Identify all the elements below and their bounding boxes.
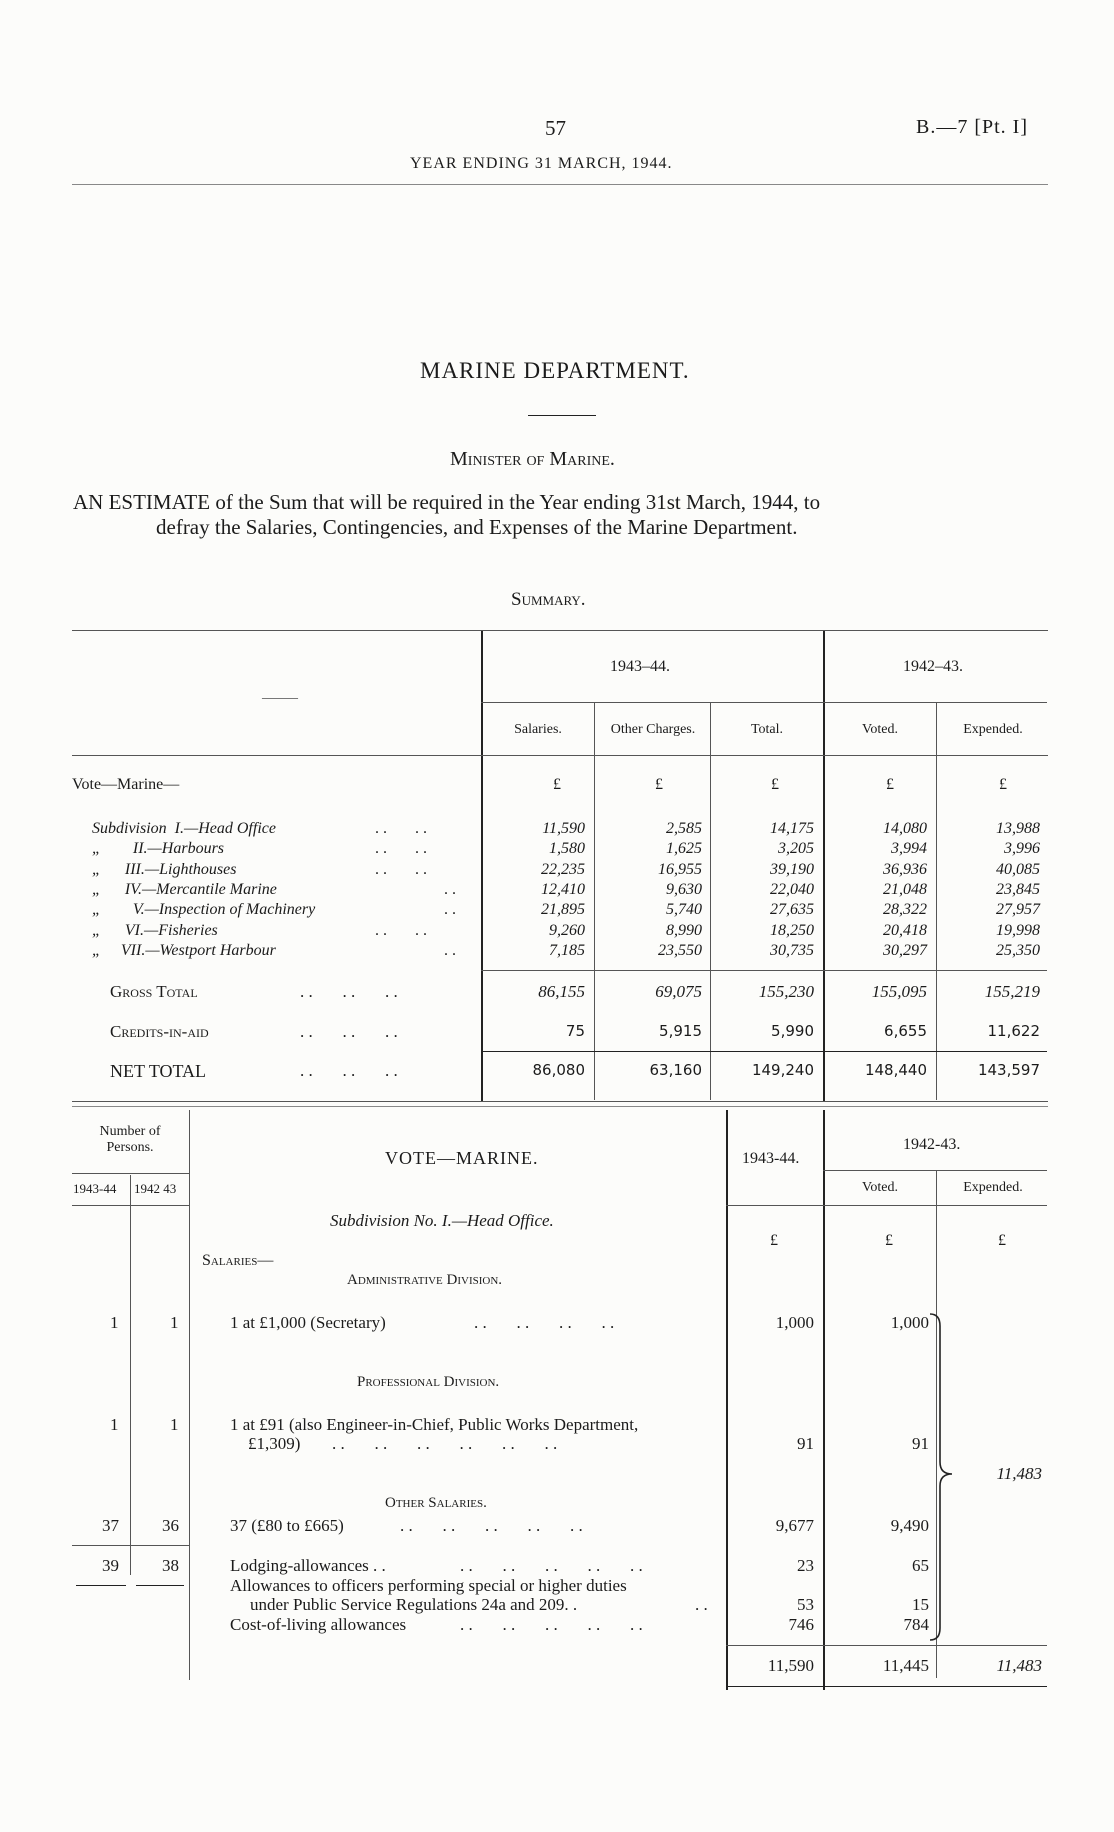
page-number: 57 xyxy=(545,116,566,140)
subdivision-total: 27,635 xyxy=(770,901,814,919)
others-1943-44: 9,677 xyxy=(775,1516,814,1535)
detail-total-voted: 11,445 xyxy=(882,1656,929,1675)
summary-subhead-rule xyxy=(481,702,1047,703)
net-total: 149,240 xyxy=(751,1061,814,1079)
vote-marine-title: VOTE—MARINE. xyxy=(385,1148,539,1168)
subdivision-total: 3,205 xyxy=(778,840,814,858)
subdivision-other: 5,740 xyxy=(666,901,702,919)
subdivision-salaries: 21,895 xyxy=(541,901,585,919)
persons-total-1942: 38 xyxy=(162,1556,179,1575)
gross-top-rule xyxy=(481,970,1047,971)
detail-total-expended: 11,483 xyxy=(996,1656,1042,1675)
lodging-voted: 65 xyxy=(912,1556,929,1575)
summary-head-rule xyxy=(72,755,1048,756)
detail-col-1943-44: 1943-44. xyxy=(742,1150,800,1167)
subdivision-dots: . . xyxy=(444,901,456,919)
secretary-dots: . . . . . . . . xyxy=(474,1313,615,1332)
gross-total-dots: . . . . . . xyxy=(300,982,398,1001)
net-voted: 148,440 xyxy=(864,1061,927,1079)
subdivision-salaries: 7,185 xyxy=(549,941,585,959)
subdivision-voted: 30,297 xyxy=(883,941,927,959)
subdivision-label: „ VI.—Fisheries xyxy=(92,921,218,939)
summary-bottom-rule-2 xyxy=(72,1106,1048,1107)
summary-divider-e xyxy=(936,702,937,1100)
subdivision-expended: 23,845 xyxy=(996,880,1040,898)
pound-sign: £ xyxy=(553,776,561,793)
subdivision-label: „ IV.—Mercantile Marine xyxy=(92,880,277,898)
detail-persons-rule xyxy=(72,1173,189,1174)
estimate-line-1: AN ESTIMATE of the Sum that will be required in the Year ending 31st March, 1944, to xyxy=(73,490,821,514)
subdivision-heading: Subdivision No. I.—Head Office. xyxy=(330,1211,554,1230)
cost-of-living-dots: . . . . . . . . . . xyxy=(460,1615,643,1634)
col-1943-44: 1943–44. xyxy=(610,658,670,675)
secretary-1943-44: 1,000 xyxy=(775,1313,814,1332)
subdivision-other: 1,625 xyxy=(666,840,702,858)
pound-sign: £ xyxy=(998,1232,1006,1249)
gross-total-label: Gross Total xyxy=(110,982,198,1001)
professional-division: Professional Division. xyxy=(357,1374,500,1390)
subdivision-total: 39,190 xyxy=(770,860,814,878)
subdivision-voted: 21,048 xyxy=(883,880,927,898)
special-duties-1943-44: 53 xyxy=(797,1595,814,1614)
engineer-1943-44: 91 xyxy=(797,1434,814,1453)
salaries-label: Salaries— xyxy=(202,1252,274,1269)
pound-sign: £ xyxy=(655,776,663,793)
summary-bottom-rule xyxy=(72,1101,1048,1102)
summary-divider-d xyxy=(710,702,711,1100)
subdivision-voted: 3,994 xyxy=(891,840,927,858)
administrative-division: Administrative Division. xyxy=(347,1272,503,1288)
cost-of-living-text: Cost-of-living allowances xyxy=(230,1615,407,1634)
engineer-dots: . . . . . . . . . . . . xyxy=(332,1434,558,1453)
summary-heading: Summary. xyxy=(511,589,586,610)
credits-voted: 6,655 xyxy=(884,1022,927,1040)
lodging-dots: . . . . . . . . . . xyxy=(460,1556,643,1575)
department-title: MARINE DEPARTMENT. xyxy=(420,358,690,383)
subdivision-expended: 40,085 xyxy=(996,860,1040,878)
minister-heading: Minister of Marine. xyxy=(450,448,615,470)
subdivision-expended: 19,998 xyxy=(996,921,1040,939)
col-1942-43: 1942–43. xyxy=(903,658,963,675)
pound-sign: £ xyxy=(886,776,894,793)
subdivision-total: 30,735 xyxy=(770,941,814,959)
detail-1942-rule xyxy=(823,1170,1047,1171)
subdivision-expended: 13,988 xyxy=(996,820,1040,837)
gross-voted: 155,095 xyxy=(871,982,927,1001)
pound-sign: £ xyxy=(885,1232,893,1249)
other-salaries: Other Salaries. xyxy=(385,1495,487,1511)
detail-col-voted: Voted. xyxy=(862,1180,898,1195)
cost-of-living-1943-44: 746 xyxy=(788,1615,814,1634)
col-other-charges: Other Charges. xyxy=(610,722,696,737)
gross-total: 155,230 xyxy=(758,982,814,1001)
number-of-persons: Number of Persons. xyxy=(99,1124,161,1155)
subdivision-voted: 28,322 xyxy=(883,901,927,919)
net-dots: . . . . . . xyxy=(300,1061,398,1080)
credits-dots: . . . . . . xyxy=(300,1022,398,1041)
subdivision-total: 22,040 xyxy=(770,880,814,898)
subdivision-dots: . . . . xyxy=(375,840,427,858)
summary-blank-dash: ——— xyxy=(262,690,298,704)
subdivision-other: 9,630 xyxy=(666,880,702,898)
subdivision-other: 8,990 xyxy=(666,921,702,939)
detail-persons-split xyxy=(130,1175,131,1575)
special-duties-voted: 15 xyxy=(912,1595,929,1614)
detail-total-rule xyxy=(726,1645,1047,1646)
persons-bottom-rule xyxy=(76,1585,126,1586)
subdivision-salaries: 12,410 xyxy=(541,880,585,898)
pound-sign: £ xyxy=(999,776,1007,793)
credits-salaries: 75 xyxy=(565,1022,585,1040)
others-persons-1942: 36 xyxy=(162,1516,179,1535)
subdivision-dots: . . xyxy=(444,880,456,898)
summary-divider-c xyxy=(594,702,595,1100)
col-expended: Expended. xyxy=(963,722,1023,737)
vote-marine-label: Vote—Marine— xyxy=(72,776,180,793)
year-ending-heading: YEAR ENDING 31 MARCH, 1944. xyxy=(410,155,673,172)
subdivision-label: „ II.—Harbours xyxy=(92,840,225,858)
net-expended: 143,597 xyxy=(977,1061,1040,1079)
engineer-text-2: £1,309) xyxy=(248,1434,301,1453)
others-persons-1943: 37 xyxy=(102,1516,119,1535)
subdivision-voted: 14,080 xyxy=(883,820,927,837)
subdivision-dots: . . . . xyxy=(375,921,427,939)
col-voted: Voted. xyxy=(862,722,898,737)
pound-sign: £ xyxy=(770,1232,778,1249)
persons-col-1943-44: 1943-44 xyxy=(73,1181,117,1196)
special-duties-text-1: Allowances to officers performing special or higher duties xyxy=(230,1576,627,1595)
net-other: 63,160 xyxy=(649,1061,702,1079)
detail-persons-rule-2 xyxy=(72,1205,189,1206)
gross-salaries: 86,155 xyxy=(538,982,585,1001)
lodging-text: Lodging-allowances . . xyxy=(230,1556,386,1575)
subdivision-voted: 20,418 xyxy=(883,921,927,939)
credits-expended: 11,622 xyxy=(987,1022,1040,1040)
subdivision-label: Subdivision I.—Head Office xyxy=(92,820,276,837)
persons-bottom-rule xyxy=(136,1585,184,1586)
persons-col-1942-43: 1942 43 xyxy=(134,1181,177,1196)
pound-sign: £ xyxy=(771,776,779,793)
subdivision-salaries: 11,590 xyxy=(542,820,585,837)
subdivision-label: „ V.—Inspection of Machinery xyxy=(92,901,316,919)
subdivision-total: 18,250 xyxy=(770,921,814,939)
brace-expended-value: 11,483 xyxy=(996,1464,1042,1483)
lodging-1943-44: 23 xyxy=(797,1556,814,1575)
net-total-label: NET TOTAL xyxy=(110,1061,207,1081)
credits-total: 5,990 xyxy=(771,1022,814,1040)
detail-col-expended: Expended. xyxy=(963,1180,1023,1195)
cost-of-living-voted: 784 xyxy=(903,1615,929,1634)
header-rule xyxy=(72,184,1048,185)
subdivision-other: 23,550 xyxy=(658,941,702,959)
detail-total-1943-44: 11,590 xyxy=(767,1656,814,1675)
subdivision-label: „ VII.—Westport Harbour xyxy=(92,941,276,959)
subdivision-expended: 3,996 xyxy=(1004,840,1040,858)
others-dots: . . . . . . . . . . xyxy=(400,1516,583,1535)
net-top-rule xyxy=(481,1051,1047,1052)
gross-other: 69,075 xyxy=(655,982,702,1001)
secretary-text: 1 at £1,000 (Secretary) xyxy=(230,1313,386,1332)
special-duties-text-2: under Public Service Regulations 24a and 209. . xyxy=(250,1595,578,1614)
subdivision-dots: . . . . xyxy=(375,820,427,837)
secretary-persons-1942: 1 xyxy=(170,1313,179,1332)
subdivision-expended: 25,350 xyxy=(996,941,1040,959)
engineer-text-1: 1 at £91 (also Engineer-in-Chief, Public Works Department, xyxy=(230,1415,639,1434)
persons-total-rule xyxy=(72,1545,189,1546)
secretary-persons-1943: 1 xyxy=(110,1313,119,1332)
subdivision-label: „ III.—Lighthouses xyxy=(92,860,237,878)
detail-bottom-rule xyxy=(726,1686,1047,1687)
subdivision-dots: . . . . xyxy=(375,860,427,878)
detail-col-1942-43: 1942-43. xyxy=(903,1136,961,1153)
credits-other: 5,915 xyxy=(659,1022,702,1040)
persons-total-1943: 39 xyxy=(102,1556,119,1575)
col-total: Total. xyxy=(750,722,784,737)
engineer-persons-1942: 1 xyxy=(170,1415,179,1434)
col-salaries: Salaries. xyxy=(514,722,562,737)
engineer-persons-1943: 1 xyxy=(110,1415,119,1434)
subdivision-other: 16,955 xyxy=(658,860,702,878)
title-underline xyxy=(528,415,596,416)
engineer-voted: 91 xyxy=(912,1434,929,1453)
net-salaries: 86,080 xyxy=(532,1061,585,1079)
subdivision-salaries: 22,235 xyxy=(541,860,585,878)
document-reference: B.—7 [Pt. I] xyxy=(916,116,1028,138)
credits-in-aid-label: Credits-in-aid xyxy=(110,1022,209,1041)
special-duties-dots: . . xyxy=(695,1595,708,1614)
summary-top-rule xyxy=(72,630,1048,631)
gross-expended: 155,219 xyxy=(984,982,1040,1001)
secretary-voted: 1,000 xyxy=(890,1313,929,1332)
subdivision-voted: 36,936 xyxy=(883,860,927,878)
detail-head-rule xyxy=(726,1205,1047,1206)
subdivision-total: 14,175 xyxy=(770,820,814,837)
subdivision-salaries: 9,260 xyxy=(549,921,585,939)
subdivision-salaries: 1,580 xyxy=(549,840,585,858)
others-text: 37 (£80 to £665) xyxy=(230,1516,344,1535)
subdivision-other: 2,585 xyxy=(666,820,702,837)
detail-persons-right xyxy=(189,1110,190,1680)
subdivision-dots: . . xyxy=(444,941,456,959)
estimate-line-2: defray the Salaries, Contingencies, and Expenses of the Marine Department. xyxy=(156,515,798,539)
others-voted: 9,490 xyxy=(890,1516,929,1535)
subdivision-expended: 27,957 xyxy=(996,901,1040,919)
